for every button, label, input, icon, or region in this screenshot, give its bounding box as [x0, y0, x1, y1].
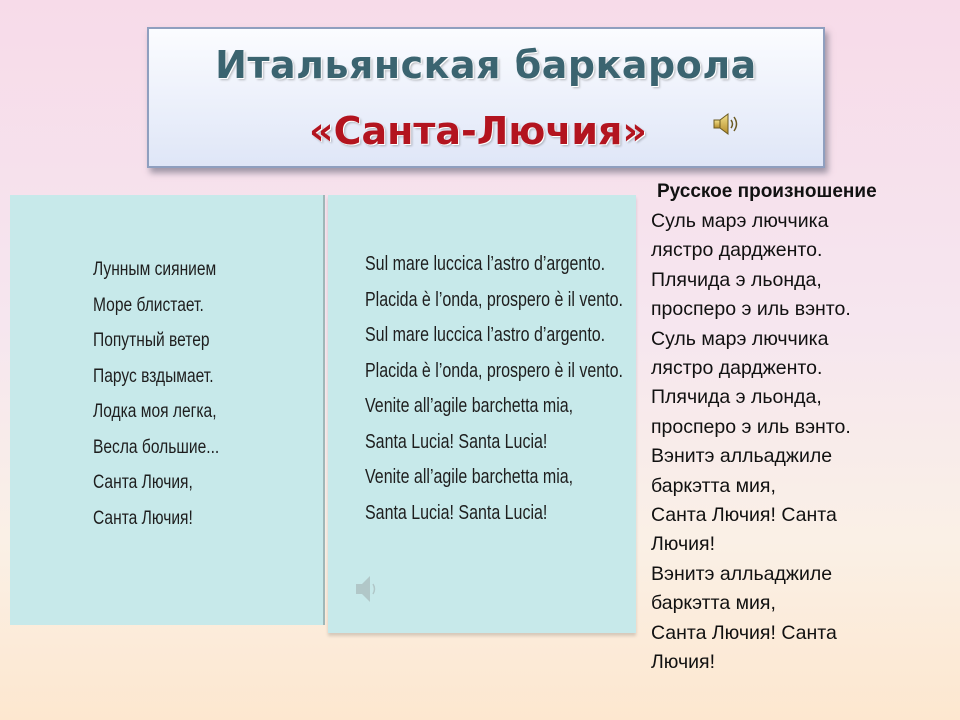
pronunciation-line: Суль марэ люччика: [651, 210, 829, 232]
pronunciation-line: Лючия!: [651, 533, 716, 556]
lyric-line: Venite all’agile barchetta mia,: [365, 466, 574, 488]
pronunciation-line: лястро дардженто.: [651, 357, 823, 380]
slide-title: Итальянская баркарола: [215, 43, 757, 87]
pronunciation-line: баркэтта мия,: [651, 592, 776, 615]
pronunciation-line: Санта Лючия! Санта: [651, 621, 837, 644]
song-title: [309, 109, 647, 153]
pronunciation-line: лястро дардженто.: [651, 239, 823, 262]
lyric-line: Санта Лючия!: [93, 507, 193, 529]
lyric-line: Санта Лючия,: [93, 472, 193, 493]
russian-lyrics: [93, 252, 219, 536]
quote-open: «: [309, 109, 334, 153]
song-title-text: Санта-Лючия: [333, 109, 623, 153]
title-box: [147, 27, 825, 168]
pronunciation-title: Русское произношение: [657, 181, 877, 202]
lyric-line: Попутный ветер: [93, 330, 210, 351]
quote-close: »: [622, 109, 647, 153]
pronunciation-line: Вэнитэ алльаджиле: [651, 562, 833, 585]
faint-speaker-icon[interactable]: [355, 572, 379, 606]
pronunciation-line: Плячида э льонда,: [651, 386, 822, 409]
lyric-line: Venite all’agile barchetta mia,: [365, 395, 574, 417]
pronunciation-line: Плячида э льонда,: [651, 268, 822, 291]
lyric-line: Santa Lucia! Santa Lucia!: [365, 430, 548, 453]
pronunciation-line: просперо э иль вэнто.: [651, 415, 851, 438]
pronunciation-line: Вэнитэ алльаджиле: [651, 445, 833, 468]
lyric-line: Весла большие...: [93, 436, 220, 458]
lyric-line: Лунным сиянием: [93, 259, 217, 280]
pronunciation-line: Санта Лючия! Санта: [651, 504, 837, 527]
lyric-line: Парус вздымает.: [93, 365, 214, 387]
lyric-line: Santa Lucia! Santa Lucia!: [365, 501, 548, 524]
pronunciation-line: баркэтта мия,: [651, 474, 776, 497]
speaker-icon[interactable]: [712, 111, 742, 137]
lyric-line: Море блистает.: [93, 294, 204, 316]
pronunciation-line: Суль марэ люччика: [651, 327, 829, 350]
lyric-line: Placida è l’onda, prospero è il vento.: [365, 288, 623, 311]
pronunciation-line: Лючия!: [651, 651, 716, 674]
italian-lyrics: [365, 247, 623, 531]
lyric-line: Placida è l’onda, prospero è il vento.: [365, 359, 623, 382]
pronunciation-line: просперо э иль вэнто.: [651, 298, 851, 321]
lyric-line: Sul mare luccica l’astro d’argento.: [365, 324, 606, 346]
lyric-line: Лодка моя легка,: [93, 401, 217, 422]
lyric-line: Sul mare luccica l’astro d’argento.: [365, 253, 606, 275]
pronunciation-lines: [651, 207, 851, 678]
